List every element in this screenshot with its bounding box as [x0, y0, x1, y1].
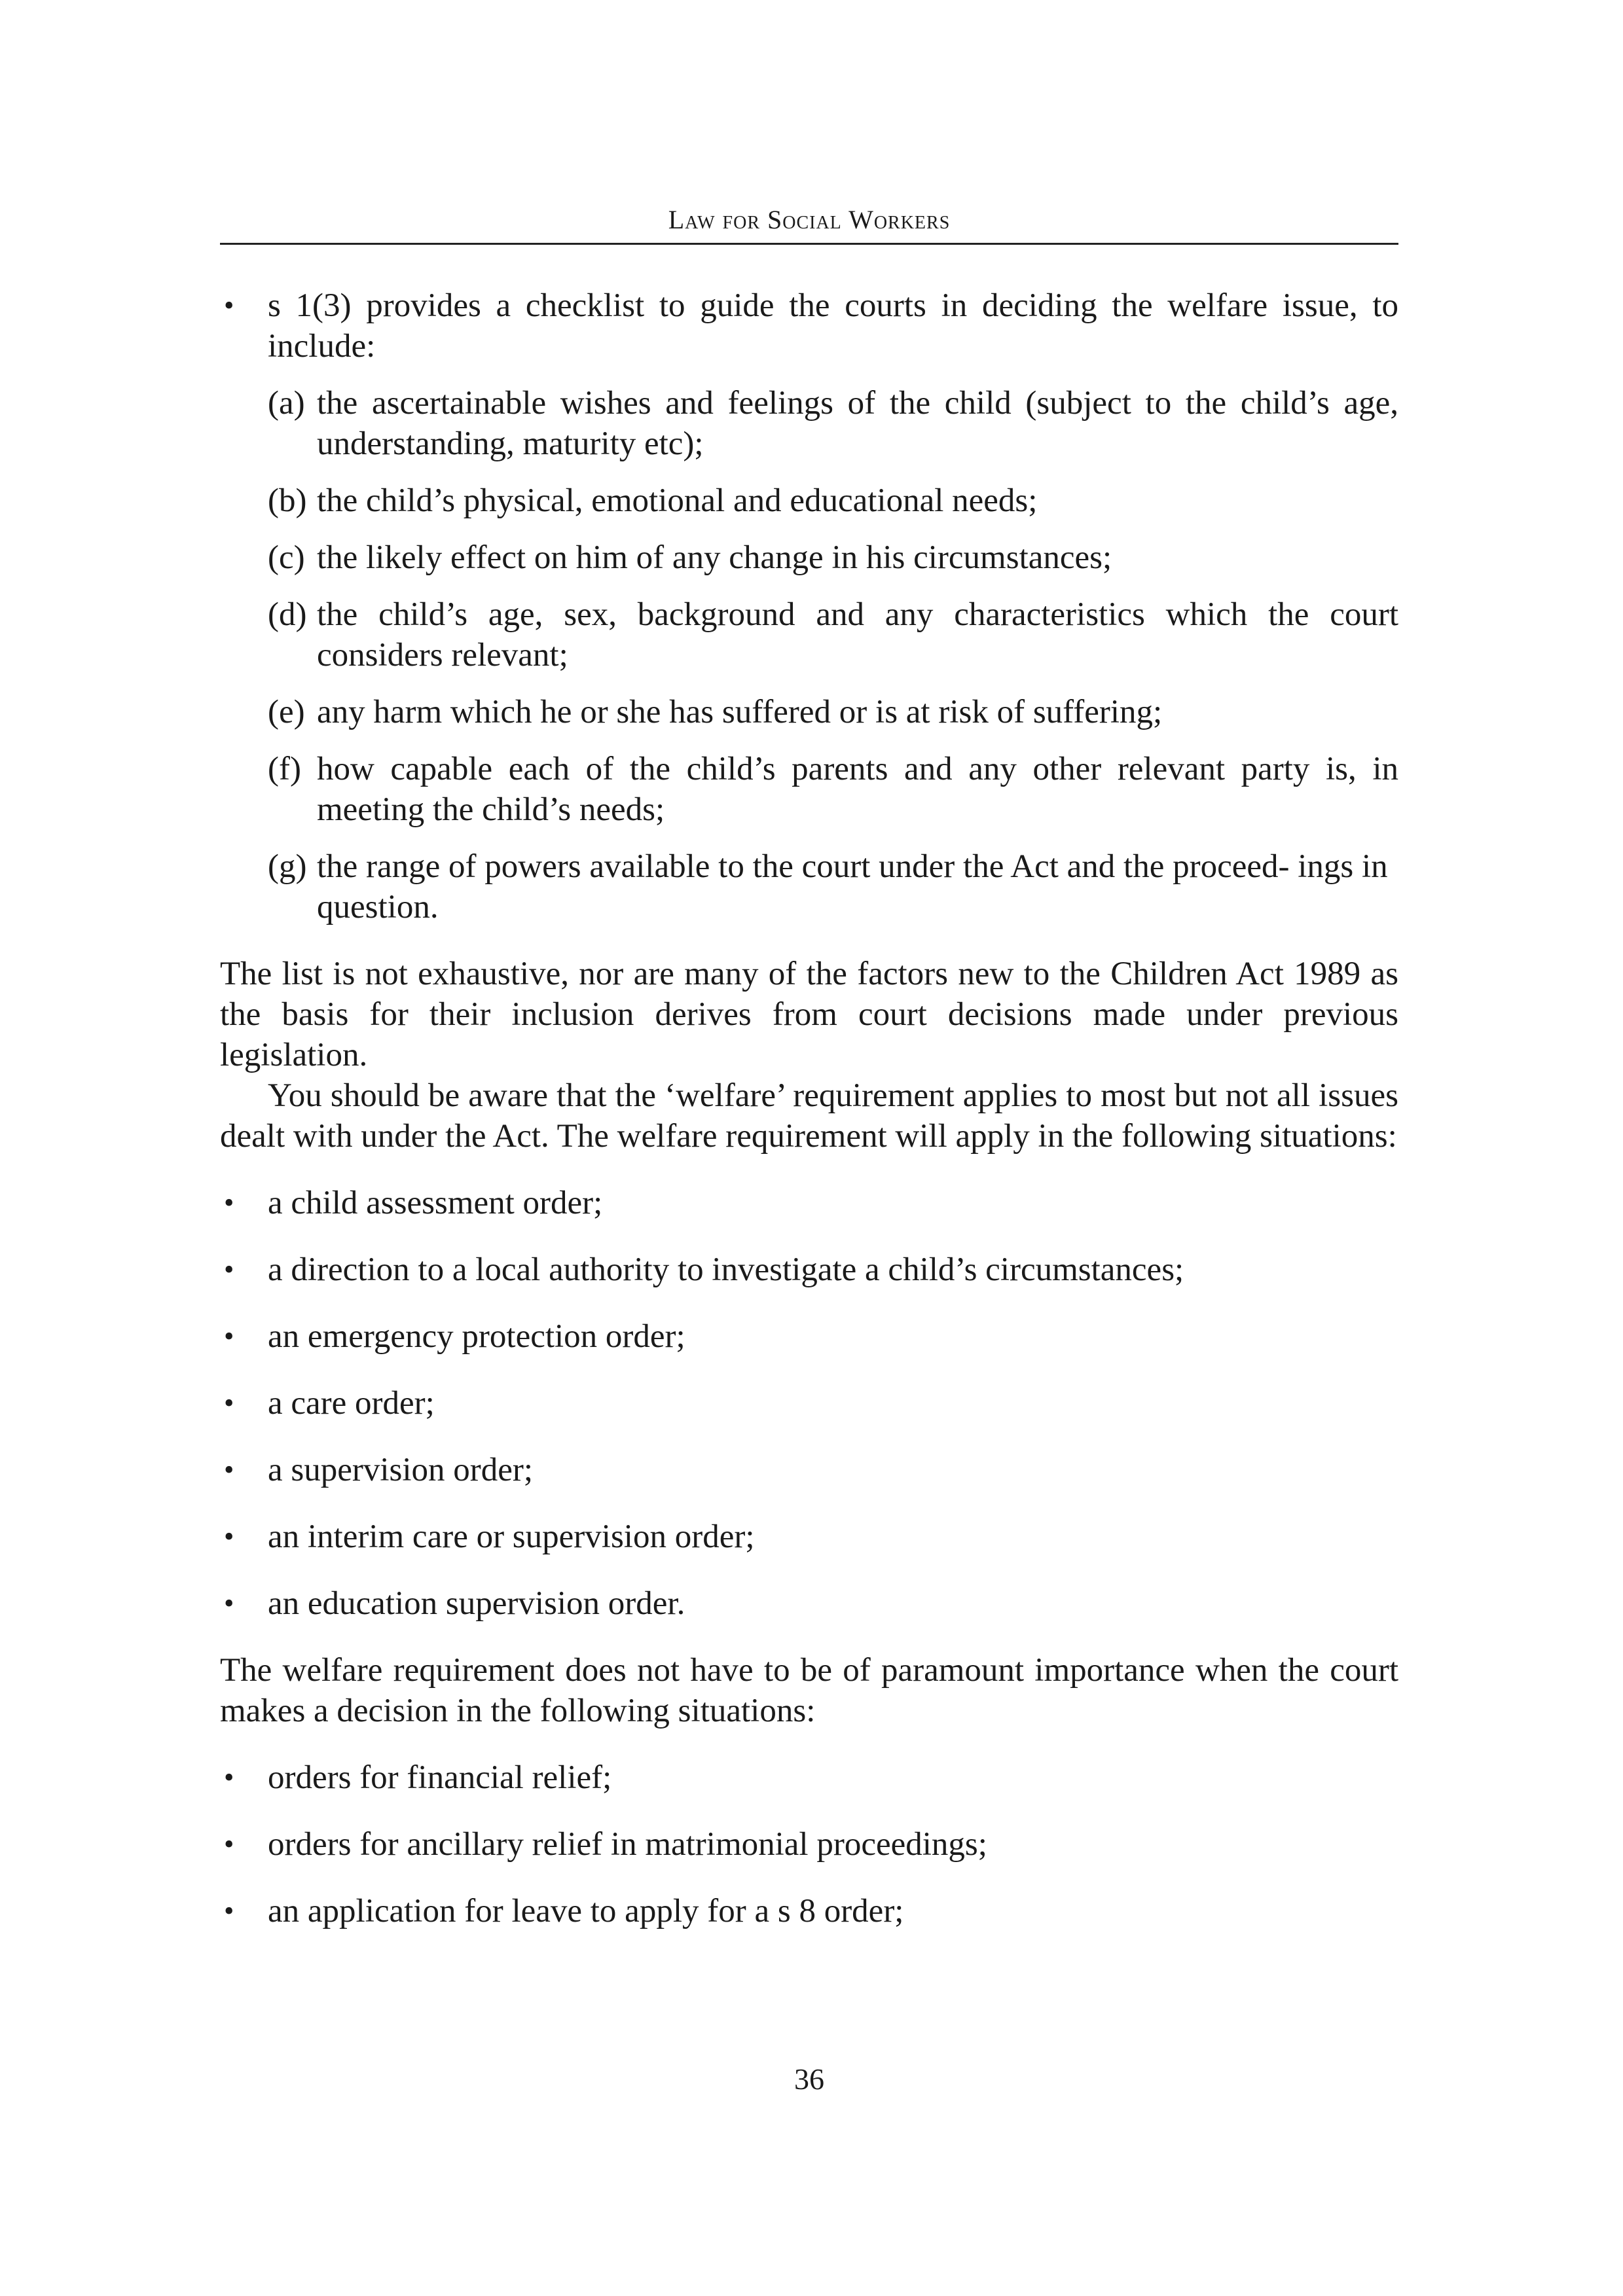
item-label: (a)	[268, 385, 305, 422]
item-text: the likely effect on him of any change in his circumstances;	[317, 539, 1112, 576]
item-label: (f)	[268, 751, 301, 787]
item-text: the range of powers available to the court under the Act and the proceed- ings in question.	[317, 848, 1388, 925]
checklist-item-f	[220, 749, 1398, 830]
list-item-text: a care order;	[268, 1385, 435, 1422]
checklist-intro: s 1(3) provides a checklist to guide the courts in deciding the welfare issue, to include:	[268, 287, 1398, 365]
list-item	[220, 1757, 1398, 1798]
body-text	[220, 285, 1398, 1931]
bullet-dot: •	[224, 1320, 234, 1352]
list-item-text: a child assessment order;	[268, 1185, 603, 1221]
paragraph-list-not-exhaustive: The list is not exhaustive, nor are many of the factors new to the Children Act 1989 as the basis for their inclusion derives from court decisions made under previous legislation.	[220, 956, 1398, 1073]
list-item-text: orders for ancillary relief in matrimonial proceedings;	[268, 1826, 987, 1863]
list-item	[220, 1516, 1398, 1557]
list-item	[220, 1316, 1398, 1357]
not-paramount-list	[220, 1757, 1398, 1931]
list-item	[220, 1583, 1398, 1624]
item-label: (b)	[268, 482, 307, 519]
header-rule	[220, 243, 1398, 245]
list-item	[220, 1183, 1398, 1223]
paragraph-not-paramount: The welfare requirement does not have to be of paramount importance when the court makes a decision in the following situations:	[220, 1652, 1398, 1729]
item-label: (c)	[268, 539, 305, 576]
checklist-item-b	[220, 480, 1398, 521]
bullet-dot: •	[224, 1387, 234, 1419]
item-text: the child’s age, sex, background and any characteristics which the court considers relevant;	[317, 596, 1398, 673]
item-text: any harm which he or she has suffered or is at risk of suffering;	[317, 694, 1163, 730]
checklist-bullet	[220, 285, 1398, 367]
list-item-text: an interim care or supervision order;	[268, 1518, 755, 1555]
item-text: the ascertainable wishes and feelings of the child (subject to the child’s age, understanding, maturity etc);	[317, 385, 1398, 462]
page-number: 36	[794, 2062, 824, 2096]
list-item	[220, 1450, 1398, 1490]
list-item	[220, 1891, 1398, 1931]
list-item	[220, 1249, 1398, 1290]
bullet-dot: •	[224, 1828, 234, 1860]
bullet-dot: •	[224, 1454, 234, 1486]
checklist-item-e	[220, 692, 1398, 732]
welfare-applies-list	[220, 1183, 1398, 1624]
item-label: (e)	[268, 694, 305, 730]
list-item	[220, 1824, 1398, 1865]
item-text: the child’s physical, emotional and educational needs;	[317, 482, 1038, 519]
running-head-text: Law for Social Workers	[668, 205, 951, 234]
item-text: how capable each of the child’s parents and any other relevant party is, in meeting the child’s needs;	[317, 751, 1398, 828]
bullet-dot: •	[224, 1187, 234, 1219]
list-item-text: an emergency protection order;	[268, 1318, 685, 1355]
bullet-dot: •	[224, 1253, 234, 1285]
list-item-text: an education supervision order.	[268, 1585, 685, 1622]
bullet-dot: •	[224, 1587, 234, 1619]
bullet-dot: •	[224, 1895, 234, 1927]
checklist-item-c	[220, 537, 1398, 578]
item-label: (g)	[268, 848, 307, 885]
paragraph-welfare-applies: You should be aware that the ‘welfare’ requirement applies to most but not all issues dealt with under the Act. The welfare requirement will apply in the following situations:	[220, 1077, 1398, 1155]
list-item-text: a supervision order;	[268, 1452, 534, 1488]
list-item	[220, 1383, 1398, 1424]
bullet-dot: •	[224, 1761, 234, 1793]
running-head	[220, 204, 1398, 235]
checklist-item-a	[220, 383, 1398, 464]
checklist-item-d	[220, 594, 1398, 675]
bullet-dot: •	[224, 1520, 234, 1552]
checklist-item-g	[220, 846, 1398, 927]
list-item-text: a direction to a local authority to investigate a child’s circumstances;	[268, 1251, 1184, 1288]
list-item-text: orders for financial relief;	[268, 1759, 612, 1796]
item-label: (d)	[268, 596, 307, 633]
list-item-text: an application for leave to apply for a s 8 order;	[268, 1893, 904, 1929]
bullet-dot: •	[224, 289, 234, 321]
